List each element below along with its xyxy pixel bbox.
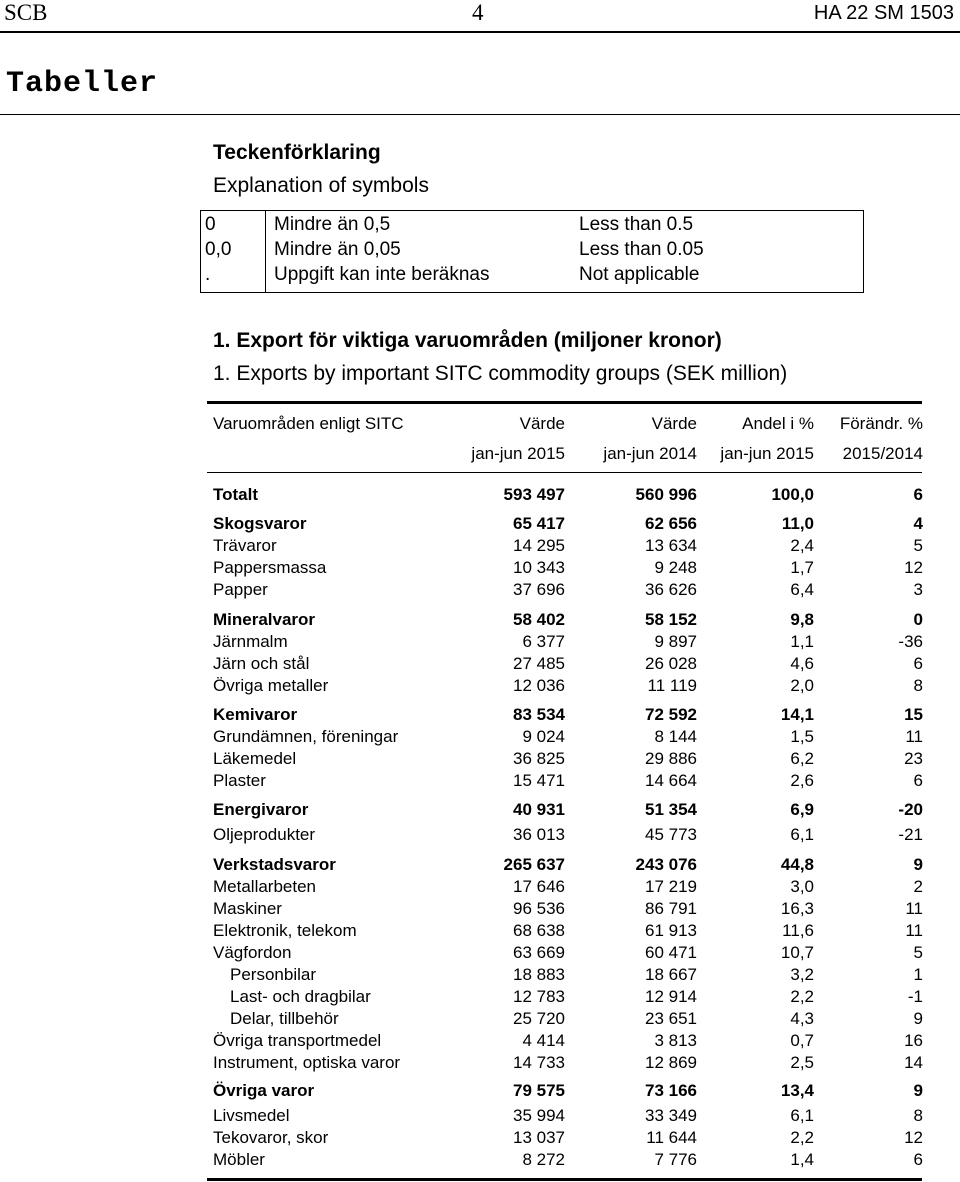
- cell-share: 1,7: [790, 558, 814, 577]
- cell-value-2014: 33 349: [645, 1106, 697, 1125]
- cell-value-2014: 62 656: [645, 514, 697, 533]
- cell-share: 2,5: [790, 1053, 814, 1072]
- cell-value-2014: 9 248: [654, 558, 697, 577]
- header-agency: SCB: [4, 0, 48, 25]
- cell-change: 16: [904, 1031, 923, 1050]
- header-bottom-rule: [207, 472, 922, 473]
- cell-value-2014: 23 651: [645, 1009, 697, 1028]
- row-label: Instrument, optiska varor: [213, 1053, 401, 1072]
- row-label: Järn och stål: [213, 654, 310, 673]
- cell-value-2015: 18 883: [513, 965, 565, 984]
- cell-change: 9: [913, 855, 923, 874]
- cell-change: 6: [913, 771, 923, 790]
- row-label: Elektronik, telekom: [213, 921, 357, 940]
- cell-share: 16,3: [780, 899, 814, 918]
- cell-change: 12: [904, 1128, 923, 1147]
- cell-value-2014: 73 166: [645, 1081, 697, 1100]
- table-title-en: 1. Exports by important SITC commodity groups (SEK million): [213, 362, 788, 385]
- cell-value-2015: 58 402: [513, 610, 565, 629]
- cell-value-2015: 96 536: [513, 899, 565, 918]
- row-label: Verkstadsvaror: [213, 855, 336, 874]
- col-header-group: Varuområden enligt SITC: [213, 414, 404, 433]
- cell-value-2015: 265 637: [503, 855, 565, 874]
- cell-share: 3,2: [790, 965, 814, 984]
- row-label: Pappersmassa: [213, 558, 327, 577]
- cell-change: 8: [913, 1106, 923, 1125]
- col-header-change: Förändr. %: [839, 414, 923, 433]
- cell-change: -36: [898, 632, 923, 651]
- cell-share: 1,1: [790, 632, 814, 651]
- col-header-value-2014: Värde: [651, 414, 697, 433]
- cell-value-2014: 58 152: [645, 610, 697, 629]
- cell-value-2014: 13 634: [645, 536, 697, 555]
- cell-value-2014: 36 626: [645, 580, 697, 599]
- legend-heading: Teckenförklaring: [213, 141, 381, 164]
- cell-value-2014: 18 667: [645, 965, 697, 984]
- cell-share: 6,4: [790, 580, 814, 599]
- col-subheader-change: 2015/2014: [842, 444, 923, 463]
- cell-share: 6,2: [790, 749, 814, 768]
- cell-value-2015: 10 343: [513, 558, 565, 577]
- cell-share: 13,4: [780, 1081, 814, 1100]
- cell-change: 11: [905, 921, 923, 940]
- header-divider: [0, 31, 960, 33]
- cell-value-2015: 12 783: [513, 987, 565, 1006]
- cell-share: 0,7: [790, 1031, 814, 1050]
- page-number: 4: [472, 0, 484, 25]
- row-label: Tekovaror, skor: [213, 1128, 329, 1147]
- cell-value-2014: 7 776: [654, 1150, 697, 1169]
- cell-change: 11: [905, 899, 923, 918]
- cell-value-2015: 27 485: [513, 654, 565, 673]
- row-label: Övriga varor: [213, 1081, 315, 1100]
- legend-box: [200, 210, 864, 293]
- cell-change: 11: [905, 727, 923, 746]
- legend-symbol: 0: [205, 214, 216, 235]
- cell-share: 4,3: [790, 1009, 814, 1028]
- table-title-sv: 1. Export för viktiga varuområden (miljoner kronor): [213, 329, 722, 352]
- col-subheader-value-2015: jan-jun 2015: [471, 444, 565, 463]
- row-label: Delar, tillbehör: [230, 1009, 339, 1028]
- cell-value-2015: 14 295: [513, 536, 565, 555]
- cell-value-2015: 83 534: [513, 705, 565, 724]
- cell-change: 12: [904, 558, 923, 577]
- cell-change: 3: [913, 580, 923, 599]
- cell-value-2014: 12 869: [645, 1053, 697, 1072]
- row-label: Plaster: [213, 771, 266, 790]
- legend-row: [201, 214, 863, 240]
- cell-value-2015: 35 994: [513, 1106, 565, 1125]
- row-label: Oljeprodukter: [213, 825, 316, 844]
- table-top-rule: [207, 401, 922, 404]
- cell-change: -20: [898, 800, 923, 819]
- cell-value-2014: 29 886: [645, 749, 697, 768]
- col-subheader-value-2014: jan-jun 2014: [603, 444, 697, 463]
- cell-share: 2,0: [790, 676, 814, 695]
- cell-change: 9: [913, 1081, 923, 1100]
- cell-share: 6,9: [790, 800, 814, 819]
- row-label: Maskiner: [213, 899, 282, 918]
- cell-change: 6: [913, 485, 923, 504]
- cell-value-2015: 36 825: [513, 749, 565, 768]
- legend-sv: Mindre än 0,05: [274, 239, 401, 260]
- legend-row: [201, 264, 863, 290]
- row-label: Trävaror: [213, 536, 277, 555]
- cell-value-2015: 6 377: [522, 632, 565, 651]
- cell-share: 2,2: [790, 1128, 814, 1147]
- page-title: Tabeller: [6, 67, 159, 101]
- row-label: Läkemedel: [213, 749, 297, 768]
- legend-en: Less than 0.05: [579, 239, 704, 260]
- row-label: Järnmalm: [213, 632, 288, 651]
- legend-en: Not applicable: [579, 264, 700, 285]
- cell-value-2014: 243 076: [635, 855, 697, 874]
- legend-symbol: 0,0: [205, 239, 232, 260]
- cell-change: -21: [898, 825, 923, 844]
- cell-change: 0: [913, 610, 923, 629]
- row-label: Vägfordon: [213, 943, 292, 962]
- cell-share: 10,7: [780, 943, 814, 962]
- cell-share: 14,1: [780, 705, 814, 724]
- report-code: HA 22 SM 1503: [813, 2, 954, 24]
- cell-change: 6: [913, 1150, 923, 1169]
- legend-sv: Uppgift kan inte beräknas: [274, 264, 490, 285]
- cell-value-2015: 593 497: [503, 485, 565, 504]
- row-label: Livsmedel: [213, 1106, 290, 1125]
- cell-value-2015: 68 638: [513, 921, 565, 940]
- cell-value-2014: 26 028: [645, 654, 697, 673]
- cell-change: 4: [913, 514, 923, 533]
- cell-value-2015: 65 417: [513, 514, 565, 533]
- cell-change: 5: [913, 536, 923, 555]
- cell-share: 6,1: [790, 1106, 814, 1125]
- cell-value-2015: 8 272: [522, 1150, 565, 1169]
- cell-change: 2: [913, 877, 923, 896]
- cell-change: 14: [904, 1053, 923, 1072]
- row-label: Energivaror: [213, 800, 309, 819]
- cell-change: 8: [913, 676, 923, 695]
- col-header-share: Andel i %: [742, 414, 814, 433]
- cell-value-2015: 25 720: [513, 1009, 565, 1028]
- cell-value-2014: 61 913: [645, 921, 697, 940]
- cell-share: 6,1: [790, 825, 814, 844]
- row-label: Papper: [213, 580, 268, 599]
- cell-change: -1: [907, 987, 923, 1006]
- legend-symbol: .: [205, 264, 211, 285]
- cell-value-2014: 560 996: [635, 485, 697, 504]
- cell-share: 4,6: [790, 654, 814, 673]
- cell-share: 1,5: [790, 727, 814, 746]
- cell-value-2014: 72 592: [645, 705, 697, 724]
- row-label: Övriga metaller: [213, 676, 329, 695]
- cell-change: 5: [913, 943, 923, 962]
- row-label: Last- och dragbilar: [230, 987, 371, 1006]
- table-bottom-rule: [207, 1178, 922, 1181]
- cell-change: 1: [913, 965, 923, 984]
- cell-share: 2,2: [790, 987, 814, 1006]
- cell-value-2015: 14 733: [513, 1053, 565, 1072]
- row-label: Grundämnen, föreningar: [213, 727, 399, 746]
- cell-value-2014: 11 644: [646, 1128, 697, 1147]
- cell-value-2014: 86 791: [645, 899, 697, 918]
- cell-value-2014: 51 354: [645, 800, 697, 819]
- cell-share: 2,6: [790, 771, 814, 790]
- col-subheader-share: jan-jun 2015: [720, 444, 814, 463]
- cell-value-2014: 12 914: [645, 987, 697, 1006]
- row-label: Mineralvaror: [213, 610, 316, 629]
- cell-share: 11,0: [781, 514, 814, 533]
- cell-share: 44,8: [780, 855, 814, 874]
- cell-share: 9,8: [790, 610, 814, 629]
- cell-value-2015: 63 669: [513, 943, 565, 962]
- cell-value-2014: 17 219: [645, 877, 697, 896]
- row-label: Möbler: [213, 1150, 265, 1169]
- cell-share: 2,4: [790, 536, 814, 555]
- cell-value-2015: 36 013: [513, 825, 565, 844]
- cell-change: 6: [913, 654, 923, 673]
- row-label: Totalt: [213, 485, 259, 504]
- row-label: Kemivaror: [213, 705, 298, 724]
- cell-value-2015: 15 471: [513, 771, 565, 790]
- legend-row: [201, 239, 863, 265]
- cell-value-2015: 37 696: [513, 580, 565, 599]
- cell-value-2014: 11 119: [647, 676, 697, 695]
- row-label: Övriga transportmedel: [213, 1031, 382, 1050]
- cell-value-2014: 14 664: [645, 771, 697, 790]
- cell-value-2015: 9 024: [522, 727, 565, 746]
- cell-value-2014: 9 897: [654, 632, 697, 651]
- cell-share: 1,4: [790, 1150, 814, 1169]
- legend-sv: Mindre än 0,5: [274, 214, 391, 235]
- cell-value-2014: 60 471: [645, 943, 697, 962]
- row-label: Personbilar: [230, 965, 316, 984]
- cell-share: 3,0: [790, 877, 814, 896]
- cell-share: 100,0: [771, 485, 814, 504]
- legend-subheading: Explanation of symbols: [213, 174, 429, 197]
- col-header-value-2015: Värde: [519, 414, 565, 433]
- cell-value-2015: 40 931: [513, 800, 565, 819]
- row-label: Skogsvaror: [213, 514, 307, 533]
- cell-value-2015: 79 575: [513, 1081, 565, 1100]
- title-divider: [0, 114, 960, 115]
- row-label: Metallarbeten: [213, 877, 317, 896]
- cell-change: 9: [913, 1009, 923, 1028]
- legend-en: Less than 0.5: [579, 214, 694, 235]
- cell-change: 23: [904, 749, 923, 768]
- cell-value-2015: 13 037: [513, 1128, 565, 1147]
- cell-value-2014: 3 813: [654, 1031, 697, 1050]
- cell-value-2015: 17 646: [513, 877, 565, 896]
- cell-value-2015: 4 414: [522, 1031, 565, 1050]
- cell-value-2014: 45 773: [645, 825, 697, 844]
- cell-share: 11,6: [782, 921, 814, 940]
- cell-value-2014: 8 144: [654, 727, 697, 746]
- cell-change: 15: [904, 705, 923, 724]
- cell-value-2015: 12 036: [513, 676, 565, 695]
